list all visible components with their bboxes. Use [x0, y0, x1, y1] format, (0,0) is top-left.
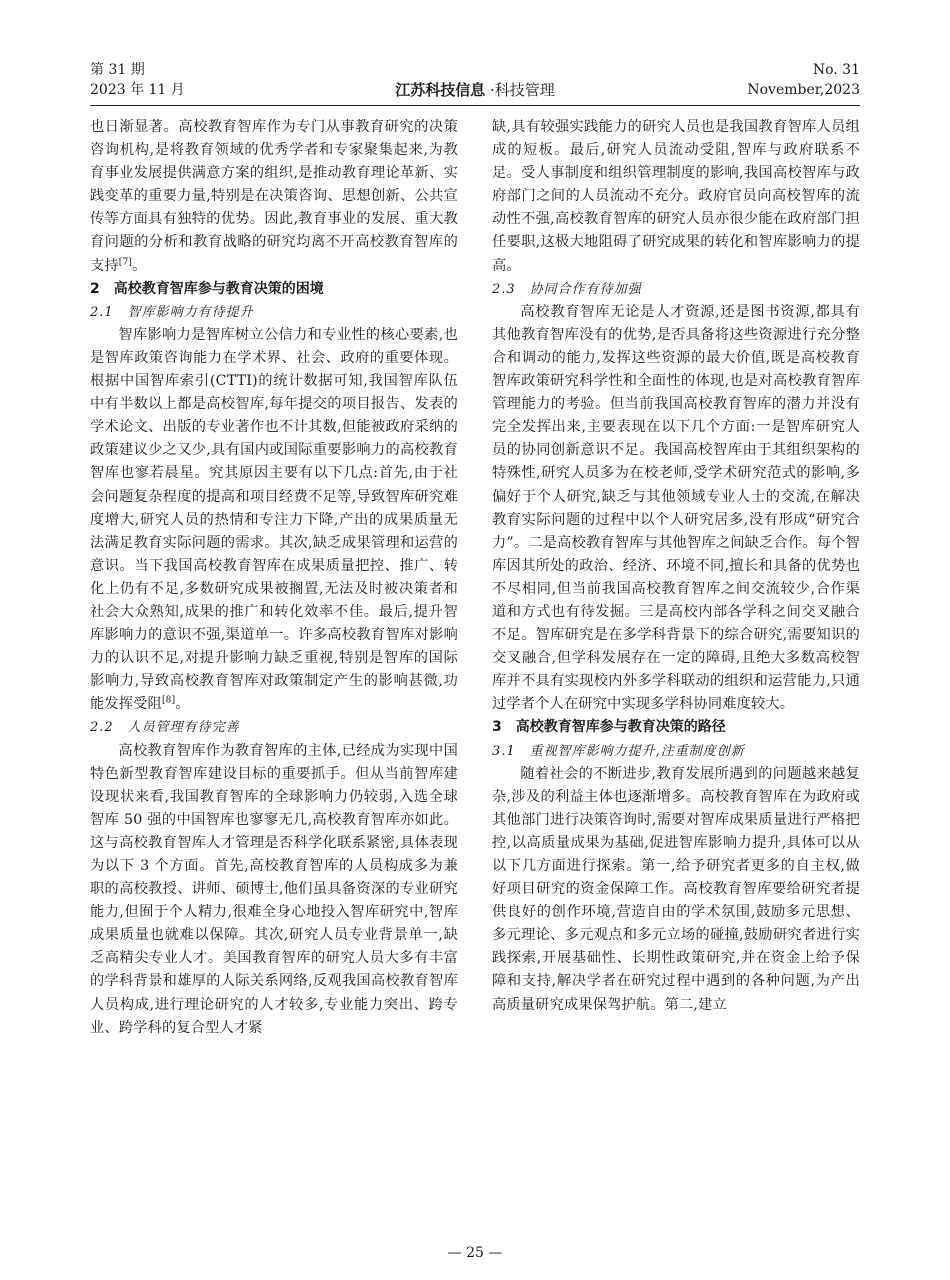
paragraph-text: 智库影响力是智库树立公信力和专业性的核心要素,也是智库政策咨询能力在学术界、社会、政府的重要体现。根据中国智库索引(CTTI)的统计数据可知,我国智库队伍中有半数以上都是高校智库,每年提交的项目报告、发表的学术论文、出版的专业著作也不计其数,但能被政府采纳的政策建议少之又少,具有国内或国际重要影响力的高校教育智库也寥若晨星。究其原因主要有以下几点:首先,由于社会问题复杂程度的提高和项目经费不足等,导致智库研究难度增大,研究人员的热情和专注力下降,产出的成果质量无法满足教育实际问题的需求。其次,缺乏成果管理和运营的意识。当下我国高校教育智库在成果质量把控、推广、转化上仍有不足,多数研究成果被搁置,无法及时被决策者和社会大众熟知,成果的推广和转化效率不佳。最后,提升智库影响力的意识不强,渠道单一。许多高校教育智库对影响力的认识不足,对提升影响力缺乏重视,特别是智库的国际影响力,导致高校教育智库对政策制定产生的影响甚微,功能发挥受阻 — [90, 326, 458, 713]
left-column — [90, 116, 458, 1040]
issue-number-en: No. 31 — [812, 62, 860, 78]
paragraph: 随着社会的不断进步,教育发展所遇到的问题越来越复杂,涉及的利益主体也逐渐增多。高校教育智库在为政府或其他部门进行决策咨询时,需要对智库成果质量进行严格把控,以高质量成果为基础,促进智库影响力提升,具体可以从以下几方面进行探索。第一,给予研究者更多的自主权,做好项目研究的资金保障工作。高校教育智库要给研究者提供良好的创作环境,营造自由的学术氛围,鼓励多元思想、多元理论、多元观点和多元立场的碰撞,鼓励研究者进行实践探索,开展基础性、长期性政策研究,并在资金上给予保障和支持,解决学者在研究过程中遇到的各种问题,为产出高质量研究成果保驾护航。第二,建立 — [492, 765, 860, 1013]
section-name: ·科技管理 — [490, 81, 555, 99]
citation-ref: [8] — [161, 695, 176, 706]
paragraph: 高校教育智库无论是人才资源,还是图书资源,都具有其他教育智库没有的优势,是否具备将这些资源进行充分整合和调动的能力,发挥这些资源的最大价值,既是高校教育智库政策研究科学性和全面性的体现,也是对高校教育智库管理能力的考验。但当前我国高校教育智库的潜力并没有完全发挥出来,主要表现在以下几个方面:一是智库研究人员的协同创新意识不足。我国高校智库由于其组织架构的特殊性,研究人员多为在校老师,受学术研究范式的影响,多偏好于个人研究,缺乏与其他领域专业人士的交流,在解决教育实际问题的过程中以个人研究居多,没有形成“研究合力”。二是高校教育智库与其他智库之间缺乏合作。每个智库因其所处的政治、经济、环境不同,擅长和具备的优势也不尽相同,但当前我国高校教育智库之间交流较少,合作渠道和方式也有待发掘。三是高校内部各学科之间交叉融合不足。智库研究是在多学科背景下的综合研究,需要知识的交叉融合,但学科发展存在一定的障碍,且绝大多数高校智库并不具有实现校内外多学科联动的组织和运营能力,只通过学者个人在研究中实现多学科协同难度较大。 — [492, 303, 860, 713]
page-number: — 25 — — [447, 1245, 503, 1261]
header-rule — [90, 105, 860, 106]
section-heading: 2 高校教育智库参与教育决策的困境 — [90, 280, 324, 297]
subsection-heading: 2.2 人员管理有待完善 — [90, 720, 240, 736]
citation-ref: [7] — [118, 256, 133, 267]
journal-title: 江苏科技信息 — [395, 81, 486, 99]
issue-date-en: November,2023 — [747, 82, 860, 98]
paragraph — [90, 116, 458, 278]
issue-number-cn: 第 31 期 — [90, 62, 145, 78]
subsection-heading: 2.1 智库影响力有待提升 — [90, 304, 254, 320]
paragraph-text: 也日渐显著。高校教育智库作为专门从事教育研究的决策咨询机构,是将教育领域的优秀学者和专家聚集起来,为教育事业发展提供满意方案的组织,是推动教育理论革新、实践变革的重要力量,特别是在决策咨询、思想创新、公共宣传等方面具有独特的优势。因此,教育事业的发展、重大教育问题的分析和教育战略的研究均离不开高校教育智库的支持 — [90, 119, 458, 274]
right-column — [492, 116, 860, 1017]
issue-date-cn: 2023 年 11 月 — [90, 82, 185, 98]
subsection-heading: 3.1 重视智库影响力提升,注重制度创新 — [492, 743, 745, 759]
punctuation: 。 — [175, 696, 190, 713]
paragraph — [90, 324, 458, 717]
section-heading: 3 高校教育智库参与教育决策的路径 — [492, 719, 726, 736]
paragraph: 缺,具有较强实践能力的研究人员也是我国教育智库人员组成的短板。最后,研究人员流动受阻,智库与政府联系不足。受人事制度和组织管理制度的影响,我国高校智库与政府部门之间的人员流动不充分。政府官员向高校智库的流动性不强,高校教育智库的研究人员亦很少能在政府部门担任要职,这极大地阻碍了研究成果的转化和智库影响力的提高。 — [492, 119, 860, 274]
subsection-heading: 2.3 协同合作有待加强 — [492, 281, 642, 297]
header-right — [747, 60, 860, 100]
punctuation: 。 — [132, 257, 147, 274]
paragraph: 高校教育智库作为教育智库的主体,已经成为实现中国特色新型教育智库建设目标的重要抓手。但从当前智库建设现状来看,我国教育智库的全球影响力仍较弱,入选全球智库 50 强的中国智库也寥寥无几,高校教育智库亦如此。这与高校教育智库人才管理是否科学化联系紧密,具体表现为以下 3 个方面。首先,高校教育智库的人员构成多为兼职的高校教授、讲师、硕博士,他们虽具备资深的专业研究能力,但囿于个人精力,很难全身心地投入智库研究中,智库成果质量也就难以保障。其次,研究人员专业背景单一,缺乏高精尖专业人才。美国教育智库的研究人员大多有丰富的学科背景和雄厚的人际关系网络,反观我国高校教育智库人员构成,进行理论研究的人才较多,专业能力突出、跨专业、跨学科的复合型人才紧 — [90, 742, 458, 1036]
